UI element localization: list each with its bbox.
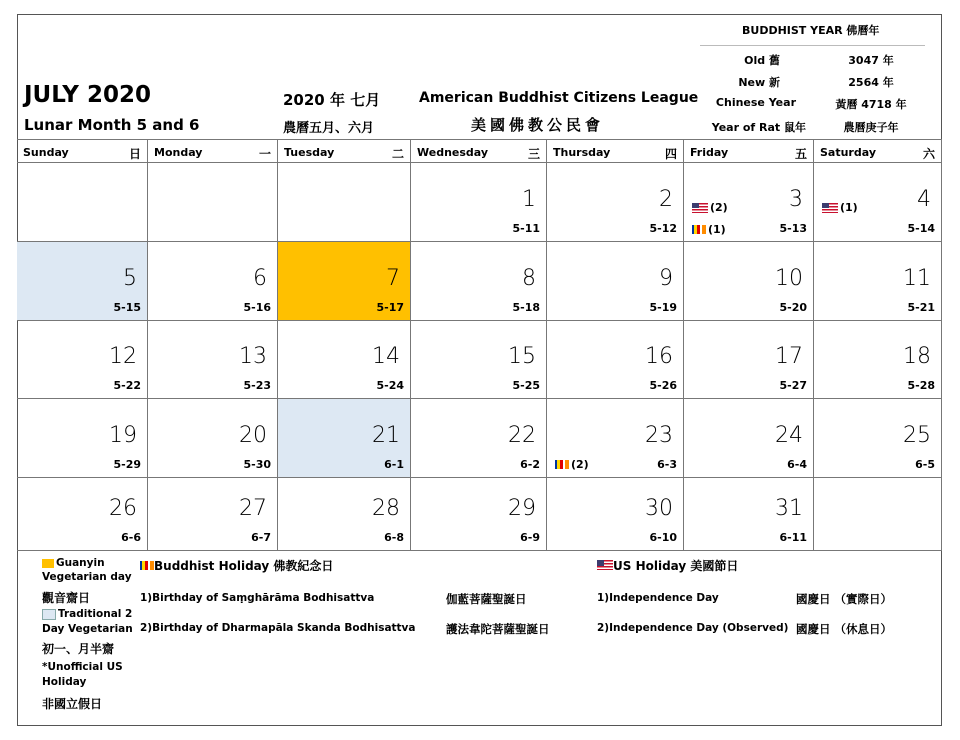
us-flag-icon xyxy=(597,560,613,570)
buddhist-year-value: 農曆庚子年 xyxy=(843,121,899,134)
legend-text: Day Vegetarian xyxy=(42,623,133,635)
lunar-date: 6-10 xyxy=(649,531,677,544)
legend-text: Vegetarian day xyxy=(42,571,132,583)
day-number: 13 xyxy=(239,344,267,369)
lunar-date: 5-11 xyxy=(512,222,540,235)
day-cell[interactable] xyxy=(17,163,148,242)
legend-text: 非國立假日 xyxy=(42,697,103,711)
legend-buddhist-holiday xyxy=(140,557,333,574)
holiday-ref: (1) xyxy=(708,223,726,236)
lunar-date: 5-12 xyxy=(649,222,677,235)
day-number: 29 xyxy=(508,496,536,521)
day-cell[interactable] xyxy=(148,163,278,242)
buddhist-year-label: New 新 xyxy=(738,76,780,89)
day-number: 14 xyxy=(372,344,400,369)
day-cell[interactable] xyxy=(547,321,684,399)
lunar-date: 6-5 xyxy=(915,458,935,471)
day-cell[interactable] xyxy=(278,399,411,478)
day-cell[interactable] xyxy=(148,321,278,399)
day-cell[interactable] xyxy=(278,163,411,242)
lunar-date: 5-27 xyxy=(779,379,807,392)
cn-date: 2020 年 七月 xyxy=(283,91,381,109)
lunar-date: 6-8 xyxy=(384,531,404,544)
day-number: 21 xyxy=(372,423,400,448)
buddhist-year-value: 2564 年 xyxy=(848,76,894,89)
day-cell[interactable] xyxy=(684,242,814,321)
us-flag-icon xyxy=(692,203,708,213)
lunar-subtitle: Lunar Month 5 and 6 xyxy=(24,116,200,134)
legend-traditional xyxy=(42,608,132,620)
buddhist-year-value: 3047 年 xyxy=(848,54,894,67)
day-cell[interactable] xyxy=(148,242,278,321)
month-title: JULY 2020 xyxy=(24,82,151,108)
day-cell[interactable] xyxy=(684,163,814,242)
lunar-date: 5-20 xyxy=(779,301,807,314)
legend-title: US Holiday 美國節日 xyxy=(613,559,739,573)
legend-item: 1)Birthday of Saṃghārāma Bodhisattva xyxy=(140,592,375,604)
buddhist-year-title: BUDDHIST YEAR 佛曆年 xyxy=(742,24,880,37)
league-name-cn: 美國佛教公民會 xyxy=(471,116,605,134)
buddhist-flag-icon xyxy=(140,561,154,570)
weekday-header xyxy=(814,139,942,163)
lunar-date: 5-22 xyxy=(113,379,141,392)
lunar-date: 5-21 xyxy=(907,301,935,314)
day-cell[interactable] xyxy=(814,163,942,242)
guanyin-swatch xyxy=(42,559,54,568)
day-number: 28 xyxy=(372,496,400,521)
holiday-marker xyxy=(822,201,858,214)
day-cell[interactable] xyxy=(148,478,278,551)
day-cell[interactable] xyxy=(278,478,411,551)
weekday-name: Sunday xyxy=(23,146,69,159)
day-cell[interactable] xyxy=(684,478,814,551)
day-cell[interactable] xyxy=(411,399,547,478)
lunar-date: 6-1 xyxy=(384,458,404,471)
day-number: 20 xyxy=(239,423,267,448)
day-number: 11 xyxy=(903,266,931,291)
day-number: 1 xyxy=(522,187,536,212)
buddhist-flag-icon xyxy=(555,460,569,469)
day-number: 10 xyxy=(775,266,803,291)
holiday-ref: (2) xyxy=(571,458,589,471)
legend-text: 觀音齋日 xyxy=(42,591,91,605)
lunar-date: 5-26 xyxy=(649,379,677,392)
day-cell[interactable] xyxy=(814,399,942,478)
lunar-date: 5-16 xyxy=(243,301,271,314)
legend-item-cn: 國慶日 （休息日） xyxy=(796,622,893,636)
day-number: 27 xyxy=(239,496,267,521)
us-flag-icon xyxy=(822,203,838,213)
day-cell[interactable] xyxy=(411,242,547,321)
day-cell[interactable] xyxy=(17,478,148,551)
weekday-header xyxy=(684,139,814,163)
weekday-name: Monday xyxy=(154,146,203,159)
day-number: 12 xyxy=(109,344,137,369)
buddhist-flag-icon xyxy=(692,225,706,234)
day-cell[interactable] xyxy=(814,321,942,399)
lunar-date: 5-30 xyxy=(243,458,271,471)
day-number: 22 xyxy=(508,423,536,448)
legend-item-cn: 護法韋陀菩薩聖誕日 xyxy=(446,622,550,636)
lunar-date: 5-18 xyxy=(512,301,540,314)
buddhist-year-label: Old 舊 xyxy=(744,54,780,67)
lunar-date: 5-23 xyxy=(243,379,271,392)
day-cell[interactable] xyxy=(814,478,942,551)
day-number: 3 xyxy=(789,187,803,212)
weekday-name-cn: 五 xyxy=(794,147,807,161)
weekday-name-cn: 二 xyxy=(391,147,404,161)
day-number: 19 xyxy=(109,423,137,448)
weekday-name: Friday xyxy=(690,146,729,159)
day-number: 17 xyxy=(775,344,803,369)
legend-item: 2)Birthday of Dharmapāla Skanda Bodhisattva xyxy=(140,622,416,634)
day-number: 8 xyxy=(522,266,536,291)
lunar-date: 5-17 xyxy=(376,301,404,314)
legend-item-cn: 伽藍菩薩聖誕日 xyxy=(446,592,527,606)
cn-lunar-month: 農曆五月、六月 xyxy=(283,121,375,136)
day-cell[interactable] xyxy=(411,321,547,399)
day-cell[interactable] xyxy=(17,242,148,321)
day-number: 2 xyxy=(659,187,673,212)
weekday-header xyxy=(547,139,684,163)
day-cell[interactable] xyxy=(17,321,148,399)
holiday-marker xyxy=(692,223,726,236)
day-cell[interactable] xyxy=(411,478,547,551)
lunar-date: 5-28 xyxy=(907,379,935,392)
league-name: American Buddhist Citizens League xyxy=(419,90,699,106)
day-number: 9 xyxy=(659,266,673,291)
day-number: 16 xyxy=(645,344,673,369)
legend-text: *Unofficial US xyxy=(42,661,123,673)
day-number: 24 xyxy=(775,423,803,448)
lunar-date: 5-19 xyxy=(649,301,677,314)
day-number: 15 xyxy=(508,344,536,369)
lunar-date: 5-13 xyxy=(779,222,807,235)
weekday-name-cn: 日 xyxy=(128,147,141,161)
buddhist-year-label: Chinese Year xyxy=(715,96,796,109)
day-number: 5 xyxy=(123,266,137,291)
weekday-name-cn: 一 xyxy=(258,147,271,161)
day-number: 25 xyxy=(903,423,931,448)
lunar-date: 6-2 xyxy=(520,458,540,471)
lunar-date: 6-11 xyxy=(779,531,807,544)
day-cell[interactable] xyxy=(547,242,684,321)
lunar-date: 6-3 xyxy=(657,458,677,471)
weekday-name-cn: 六 xyxy=(922,147,935,161)
day-cell[interactable] xyxy=(814,242,942,321)
lunar-date: 5-14 xyxy=(907,222,935,235)
day-number: 26 xyxy=(109,496,137,521)
day-number: 30 xyxy=(645,496,673,521)
weekday-name: Saturday xyxy=(820,146,876,159)
divider xyxy=(700,45,925,46)
legend-item: 2)Independence Day (Observed) xyxy=(597,622,789,634)
weekday-name-cn: 四 xyxy=(664,147,677,161)
lunar-date: 5-15 xyxy=(113,301,141,314)
day-cell[interactable] xyxy=(684,321,814,399)
lunar-date: 6-6 xyxy=(121,531,141,544)
weekday-name: Tuesday xyxy=(284,146,335,159)
weekday-header xyxy=(278,139,411,163)
weekday-name-cn: 三 xyxy=(527,147,540,161)
day-number: 4 xyxy=(917,187,931,212)
day-number: 6 xyxy=(253,266,267,291)
legend-text: Guanyin xyxy=(56,557,105,569)
weekday-header xyxy=(411,139,547,163)
day-cell[interactable] xyxy=(547,163,684,242)
holiday-marker xyxy=(555,458,589,471)
weekday-name: Thursday xyxy=(553,146,611,159)
lunar-date: 5-29 xyxy=(113,458,141,471)
day-cell[interactable] xyxy=(684,399,814,478)
legend-text: Traditional 2 xyxy=(58,608,133,620)
day-cell[interactable] xyxy=(547,399,684,478)
lunar-date: 6-9 xyxy=(520,531,540,544)
traditional-swatch xyxy=(42,609,56,620)
day-number: 31 xyxy=(775,496,803,521)
weekday-name: Wednesday xyxy=(417,146,489,159)
day-number: 7 xyxy=(386,266,400,291)
legend-guanyin xyxy=(42,557,105,569)
day-number: 23 xyxy=(645,423,673,448)
holiday-ref: (1) xyxy=(840,201,858,214)
lunar-date: 6-4 xyxy=(787,458,807,471)
day-cell[interactable] xyxy=(17,399,148,478)
lunar-date: 5-25 xyxy=(512,379,540,392)
legend-item-cn: 國慶日 （實際日） xyxy=(796,592,893,606)
legend-title: Buddhist Holiday 佛教紀念日 xyxy=(154,559,334,573)
weekday-header xyxy=(17,139,148,163)
holiday-ref: (2) xyxy=(710,201,728,214)
legend-item: 1)Independence Day xyxy=(597,592,719,604)
day-cell[interactable] xyxy=(411,163,547,242)
day-number: 18 xyxy=(903,344,931,369)
legend-text: 初一、月半齋 xyxy=(42,642,115,656)
lunar-date: 5-24 xyxy=(376,379,404,392)
legend-text: Holiday xyxy=(42,676,87,688)
buddhist-year-value: 黃曆 4718 年 xyxy=(835,98,907,111)
day-cell[interactable] xyxy=(148,399,278,478)
weekday-header xyxy=(148,139,278,163)
lunar-date: 6-7 xyxy=(251,531,271,544)
holiday-marker xyxy=(692,201,728,214)
legend-us-holiday xyxy=(597,557,738,574)
day-cell[interactable] xyxy=(278,321,411,399)
day-cell[interactable] xyxy=(278,242,411,321)
day-cell[interactable] xyxy=(547,478,684,551)
buddhist-year-label: Year of Rat 鼠年 xyxy=(711,121,806,134)
